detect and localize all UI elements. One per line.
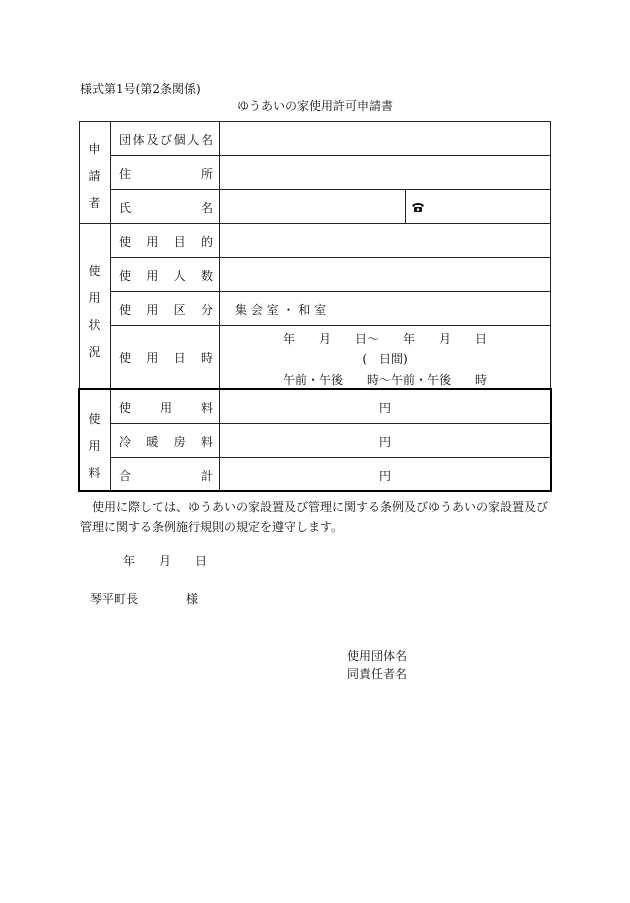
- label-usage-fee: 使 用 料: [119, 401, 213, 415]
- application-date: 年 月 日: [123, 554, 208, 568]
- label-headcount: 使 用 人 数: [119, 269, 213, 283]
- datetime-range-dates: 年 月 日～ 年 月 日: [282, 332, 487, 346]
- declaration-text: 使用に際しては、ゆうあいの家設置及び管理に関する条例及びゆうあいの家設置及び管理に関する条例施行規則の規定を遵守します。: [80, 500, 549, 534]
- label-group-or-name: 団 体 及 び 個 人 名: [119, 133, 213, 147]
- datetime-days: ( 日間): [362, 352, 408, 366]
- aircon-fee-unit: 円: [378, 435, 391, 449]
- label-total: 合 計: [119, 469, 213, 483]
- application-table: [79, 121, 551, 492]
- label-category: 使 用 区 分: [119, 303, 213, 317]
- applicant-group-label: 申 請 者: [88, 142, 101, 210]
- label-address: 住 所: [119, 167, 213, 181]
- total-fee-unit: 円: [378, 469, 391, 483]
- responsible-label: 同責任者名: [347, 667, 408, 681]
- addressee: 琴平町長 様: [90, 592, 199, 606]
- usage-group-label: 使 用 状 況: [88, 264, 101, 359]
- fee-group-label: 使 用 料: [88, 412, 101, 480]
- datetime-range-times: 午前・午後 時～午前・午後 時: [282, 373, 487, 387]
- label-datetime: 使 用 日 時: [119, 351, 213, 365]
- org-name-label: 使用団体名: [347, 649, 408, 663]
- usage-category-value: 集 会 室 ・ 和 室: [235, 303, 327, 317]
- label-purpose: 使 用 目 的: [119, 235, 213, 249]
- telephone-icon: [411, 202, 425, 212]
- label-name: 氏 名: [119, 201, 213, 215]
- form-number: 様式第1号(第2条関係): [80, 82, 201, 96]
- usage-fee-unit: 円: [378, 401, 391, 415]
- form-title: ゆうあいの家使用許可申請書: [236, 99, 393, 113]
- label-aircon-fee: 冷 暖 房 料: [119, 435, 213, 449]
